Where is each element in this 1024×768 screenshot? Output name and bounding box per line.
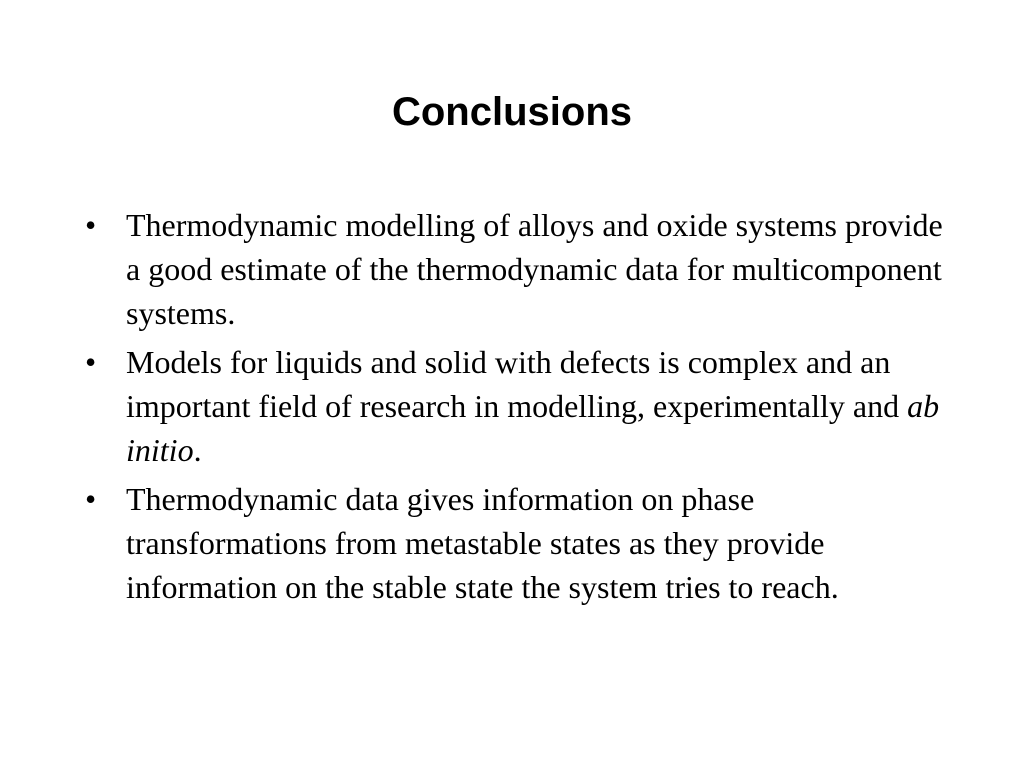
bullet-dot-icon: • (85, 207, 97, 243)
bullet-item-1 (85, 203, 945, 335)
bullet-text: Thermodynamic data gives information on phase transformations from metastable states as they provide information on the stable state the system tries to reach. (126, 481, 839, 605)
bullet-item-3 (85, 477, 945, 609)
bullet-text (126, 344, 939, 468)
bullet-item-2 (85, 340, 945, 472)
bullet-dot-icon: • (85, 481, 97, 517)
bullet-text-part: Models for liquids and solid with defects is complex and an important field of research in modelling, experimentally and (126, 344, 908, 424)
bullet-list (85, 203, 945, 614)
bullet-dot-icon: • (85, 344, 97, 380)
bullet-text: Thermodynamic modelling of alloys and oxide systems provide a good estimate of the thermodynamic data for multicomponent systems. (126, 207, 943, 331)
slide-title: Conclusions (391, 90, 633, 134)
bullet-text-italic: ab initio (126, 388, 940, 468)
bullet-text-part: . (193, 432, 202, 468)
